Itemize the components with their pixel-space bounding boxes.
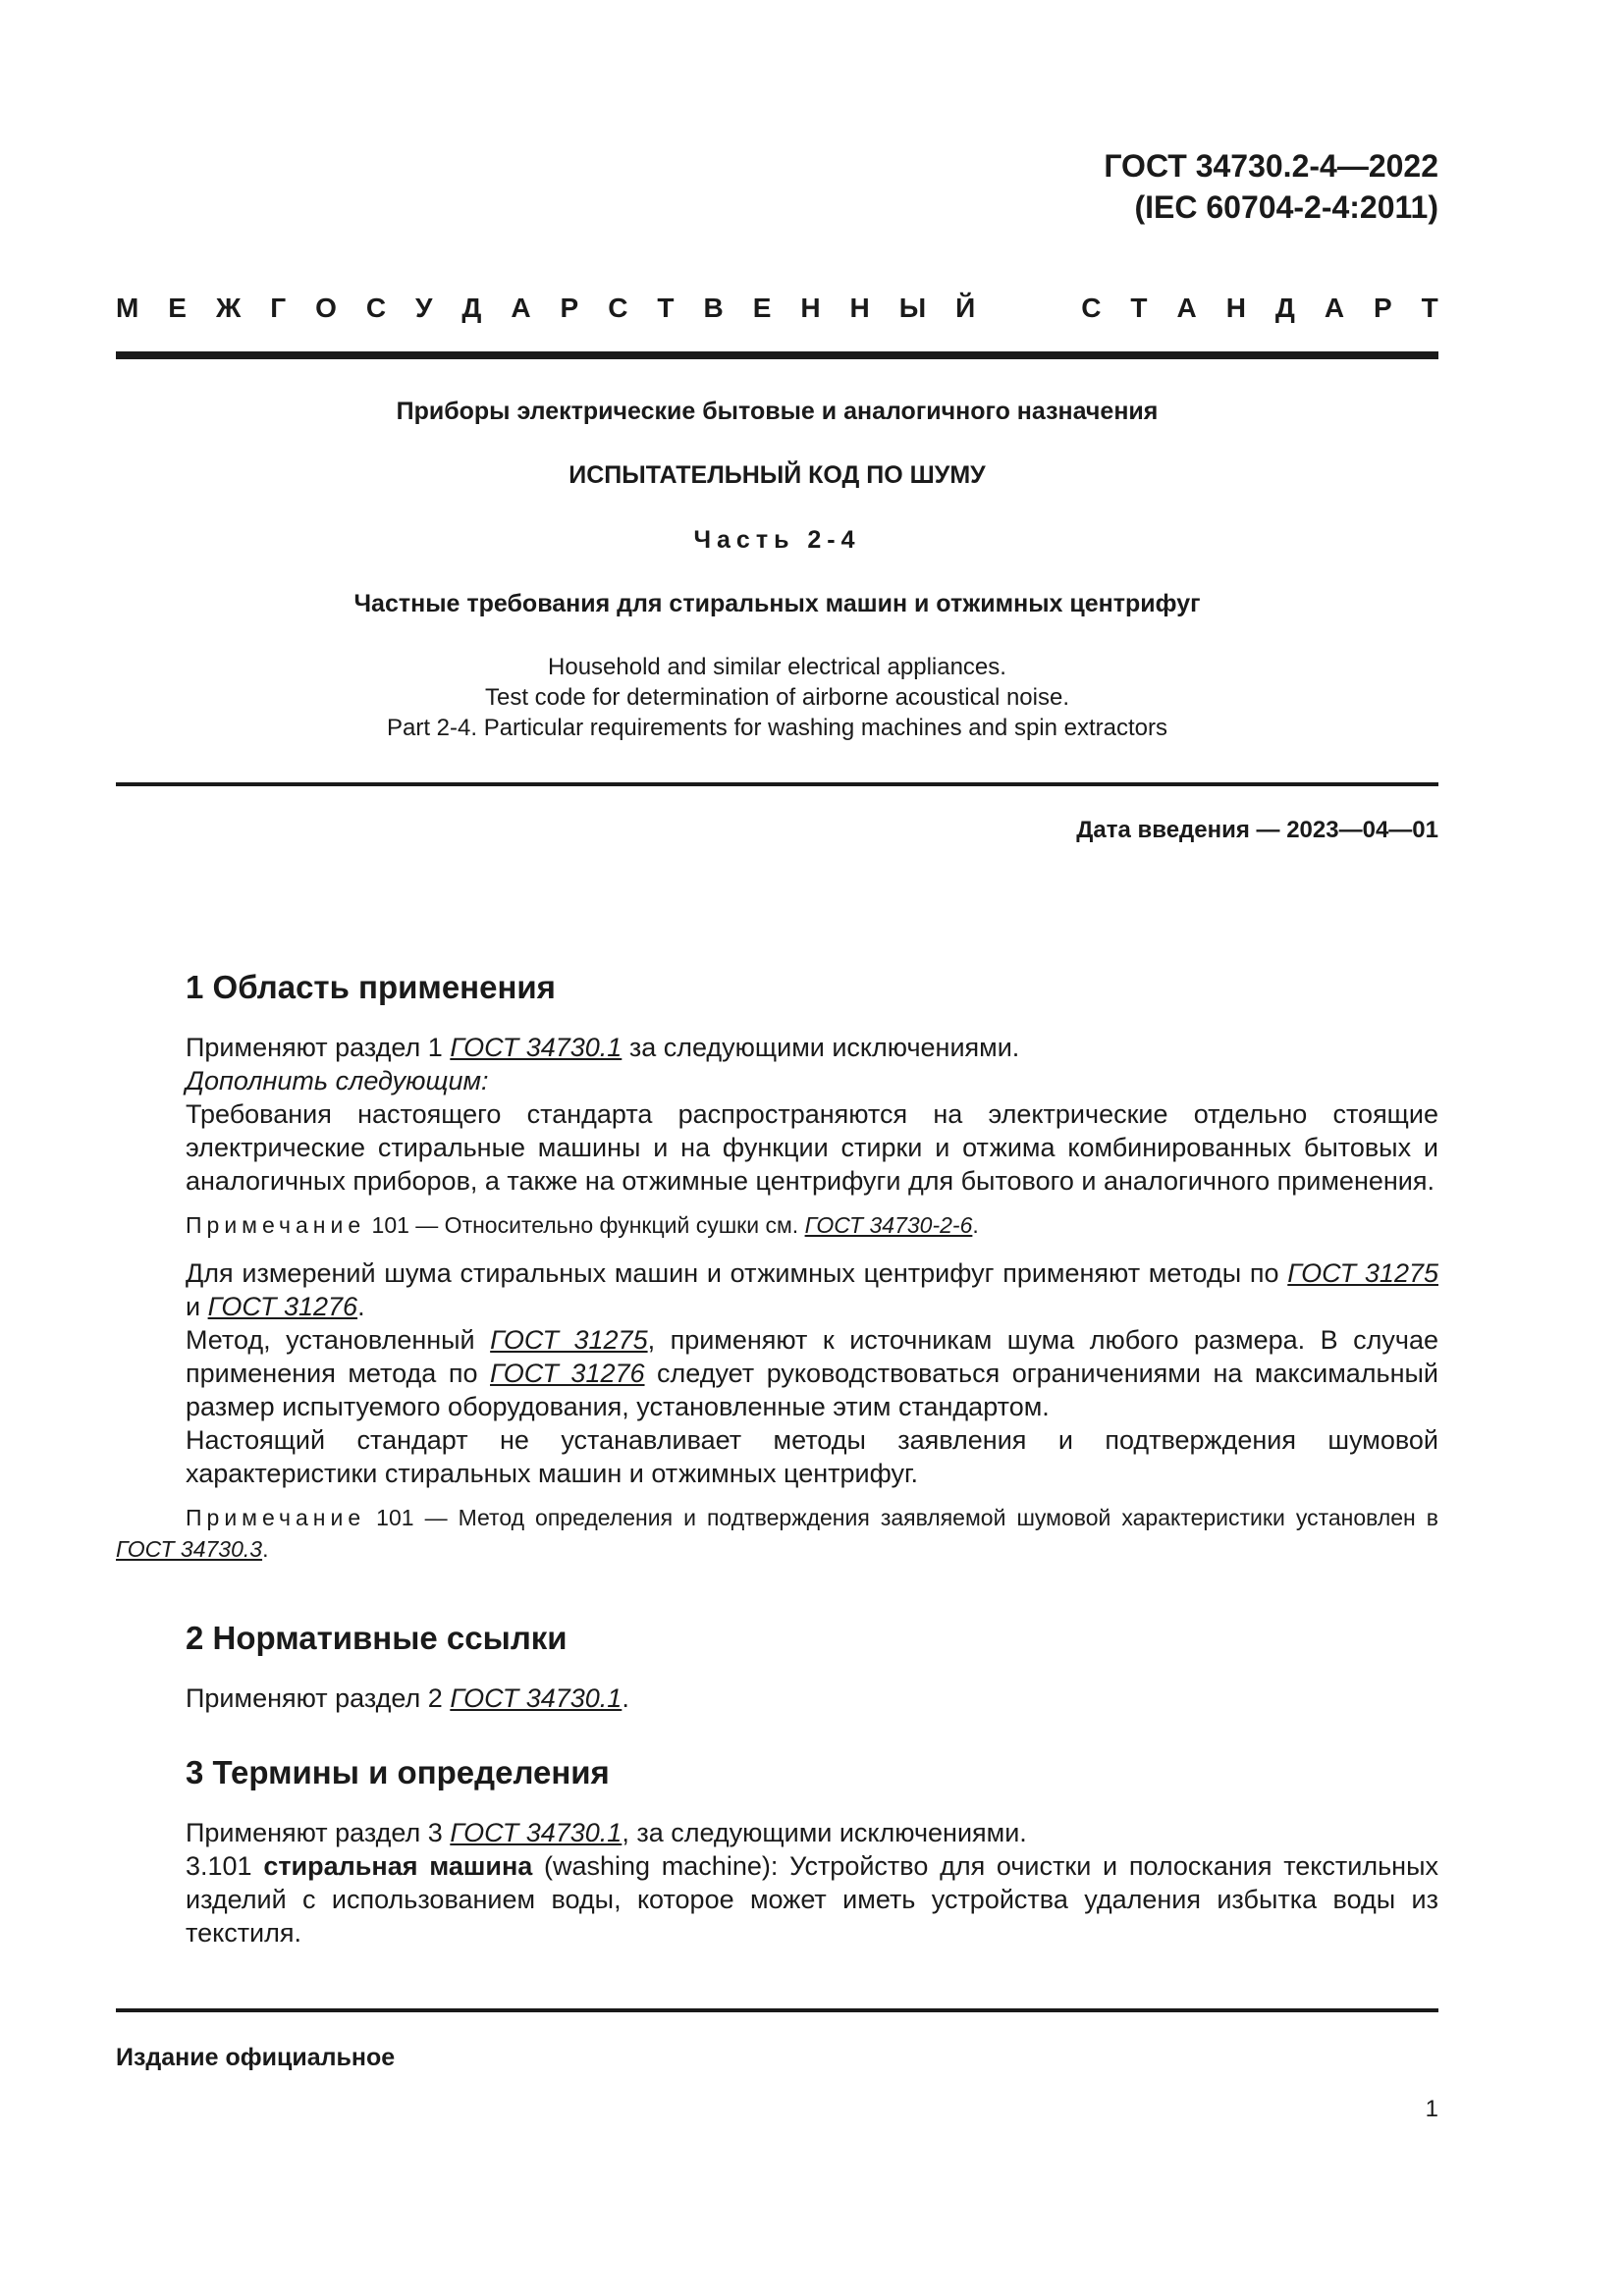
section-1-p1: Применяют раздел 1 ГОСТ 34730.1 за следующими исключениями. <box>186 1033 1020 1062</box>
banner-letter: А <box>511 293 531 323</box>
section-1-p6: Настоящий стандарт не устанавливает методы заявления и подтверждения шумовой характеристики стиральных машин и отжимных центрифуг. <box>186 1425 1438 1488</box>
banner-letter: Т <box>1130 293 1148 323</box>
banner-letter: В <box>703 293 724 323</box>
banner-letter: Т <box>657 293 675 323</box>
title-ru-line1: Приборы электрические бытовые и аналогичного назначения <box>396 398 1159 425</box>
banner-letter: Й <box>955 293 976 323</box>
banner-letter: Г <box>270 293 287 323</box>
title-en-line1: Household and similar electrical appliances. <box>548 654 1006 680</box>
banner-letter: С <box>365 293 387 323</box>
title-rule <box>116 782 1438 786</box>
title-en <box>116 652 1438 743</box>
title-en-line3: Part 2-4. Particular requirements for washing machines and spin extractors <box>386 715 1168 741</box>
banner-letter: Д <box>461 293 482 323</box>
section-1-note-1: Примечание 101 — Относительно функций сушки см. ГОСТ 34730-2-6. <box>186 1212 979 1238</box>
section-1-p5: Метод, установленный ГОСТ 31275, применяют к источникам шума любого размера. В случае применения метода по ГОСТ 31276 следует руководствоваться ограничениями на максимальный размер испытуемого оборудования, установленные этим стандартом. <box>186 1325 1439 1421</box>
section-1-heading: 1 Область применения <box>186 969 556 1005</box>
banner-letter: М <box>116 293 139 323</box>
ref-gost-31275[interactable]: ГОСТ 31275 <box>1287 1258 1438 1288</box>
official-edition-label: Издание официальное <box>116 2044 396 2071</box>
section-1-p4: Для измерений шума стиральных машин и отжимных центрифуг применяют методы по ГОСТ 31275 и ГОСТ 31276. <box>186 1258 1438 1321</box>
section-1-note-2: Примечание 101 — Метод определения и подтверждения заявляемой шумовой характеристики установлен в ГОСТ 34730.3. <box>116 1505 1438 1562</box>
banner-letter: С <box>1081 293 1102 323</box>
section-3-heading: 3 Термины и определения <box>186 1754 610 1790</box>
banner-letter: Н <box>849 293 870 323</box>
title-ru-line2: ИСПЫТАТЕЛЬНЫЙ КОД ПО ШУМУ <box>568 461 986 489</box>
banner-letter: Ж <box>215 293 242 323</box>
page-number: 1 <box>1425 2096 1438 2122</box>
section-1-p2: Дополнить следующим: <box>186 1066 489 1095</box>
banner-letter: А <box>1324 293 1345 323</box>
note-label: Примечание <box>186 1212 366 1238</box>
banner-letter: Е <box>168 293 187 323</box>
ref-gost-34730-1-s3[interactable]: ГОСТ 34730.1 <box>450 1818 623 1847</box>
title-ru-line3: Частные требования для стиральных машин и отжимных центрифуг <box>353 590 1201 617</box>
section-3-body <box>116 1816 1438 1949</box>
section-1-p3: Требования настоящего стандарта распространяются на электрические отдельно стоящие электрические стиральные машины и на функции стирки и отжима комбинированных бытовых и аналогичных приборов, а также на отжимные центрифуги для бытового и аналогичного применения. <box>186 1099 1438 1196</box>
ref-gost-31276-b[interactable]: ГОСТ 31276 <box>490 1359 645 1388</box>
introduction-date: Дата введения — 2023—04—01 <box>1076 817 1438 843</box>
banner-letter: О <box>315 293 337 323</box>
banner-letter: С <box>608 293 628 323</box>
ref-gost-34730-3[interactable]: ГОСТ 34730.3 <box>116 1536 263 1562</box>
term-3-101: 3.101 стиральная машина (washing machine): Устройство для очистки и полоскания текстильных изделий с использованием воды, которое может иметь устройства удаления избытка воды из текстиля. <box>186 1851 1438 1948</box>
ref-gost-34730-1[interactable]: ГОСТ 34730.1 <box>450 1033 623 1062</box>
banner-letter: Д <box>1274 293 1295 323</box>
section-2-p1: Применяют раздел 2 ГОСТ 34730.1. <box>186 1683 629 1713</box>
banner-letter: Ы <box>898 293 927 323</box>
banner-letter: А <box>1176 293 1197 323</box>
banner-letter: Р <box>560 293 579 323</box>
section-1-body-2 <box>116 1256 1438 1490</box>
designation-iec: (IEC 60704-2-4:2011) <box>1134 189 1438 225</box>
interstate-standard-banner <box>116 292 1438 325</box>
banner-letter: У <box>415 293 433 323</box>
title-en-line2: Test code for determination of airborne acoustical noise. <box>485 684 1069 711</box>
ref-gost-34730-1-s2[interactable]: ГОСТ 34730.1 <box>450 1683 623 1713</box>
designation-gost: ГОСТ 34730.2-4—2022 <box>1104 148 1438 184</box>
term-name: стиральная машина <box>263 1851 533 1881</box>
banner-letter: Р <box>1374 293 1392 323</box>
footer-rule <box>116 2008 1438 2012</box>
note-label-2: Примечание <box>186 1505 366 1530</box>
standard-designation <box>1104 145 1438 228</box>
section-3-p1: Применяют раздел 3 ГОСТ 34730.1, за следующими исключениями. <box>186 1818 1027 1847</box>
ref-gost-31275-b[interactable]: ГОСТ 31275 <box>490 1325 648 1355</box>
section-1-body <box>116 1031 1438 1198</box>
section-2-heading: 2 Нормативные ссылки <box>186 1620 568 1656</box>
ref-gost-31276[interactable]: ГОСТ 31276 <box>207 1292 358 1321</box>
ref-gost-34730-2-6[interactable]: ГОСТ 34730-2-6 <box>804 1212 973 1238</box>
banner-letter: Н <box>1225 293 1246 323</box>
title-ru-part: Часть 2-4 <box>693 526 861 554</box>
banner-letter: Т <box>1421 293 1438 323</box>
document-page <box>116 0 1438 2296</box>
banner-letter: Н <box>800 293 821 323</box>
section-2-body <box>116 1682 1438 1715</box>
banner-letter: Е <box>752 293 772 323</box>
header-rule <box>116 351 1438 359</box>
